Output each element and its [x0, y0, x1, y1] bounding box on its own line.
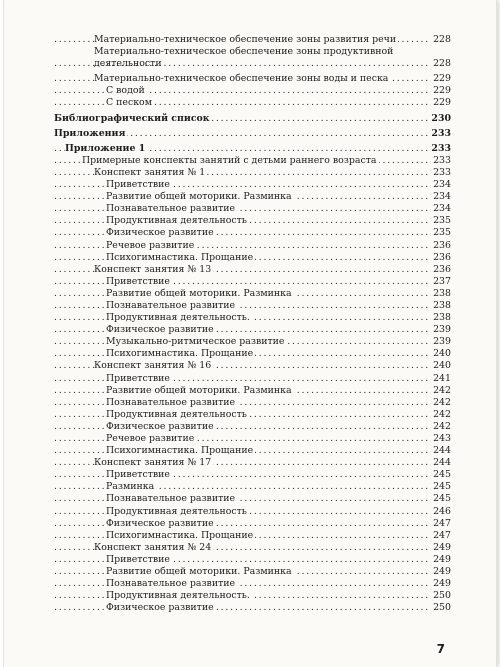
toc-entry-page: 240 [433, 360, 451, 372]
toc-entry [54, 143, 451, 155]
toc-entry-title: Приложения [54, 127, 126, 139]
toc-entry [54, 590, 451, 602]
toc-entry-page: 249 [433, 566, 451, 578]
toc-entry [54, 227, 451, 239]
toc-entry-page: 244 [433, 457, 451, 469]
toc-entry-page: 249 [433, 553, 451, 565]
toc-entry [54, 578, 451, 590]
toc-entry-title: Материально-техническое обеспечение зоны развития речи [94, 34, 397, 45]
toc-entry [54, 155, 451, 167]
toc-entry-title: Познавательное развитие [106, 396, 236, 408]
toc-entry-title: Продуктивная деятельность. [106, 312, 250, 324]
toc-entry-page: 238 [433, 299, 451, 311]
toc-entry [54, 385, 451, 397]
toc-entry-page: 249 [433, 578, 451, 590]
toc-entry-page: 237 [433, 275, 451, 287]
toc-entry-title: Продуктивная деятельность. [106, 590, 250, 602]
table-of-contents [54, 34, 451, 614]
toc-entry-page: 245 [433, 481, 451, 493]
toc-entry-page: 229 [433, 73, 451, 85]
toc-entry-page: 229 [433, 85, 451, 97]
toc-entry [54, 191, 451, 203]
book-page [4, 0, 496, 667]
toc-entry-title: Конспект занятия № 13 [94, 263, 212, 275]
toc-entry-page: 233 [431, 127, 451, 139]
toc-entry [54, 113, 451, 125]
toc-entry-title: Приложение 1 [65, 142, 146, 154]
toc-entry-page: 233 [431, 142, 451, 154]
toc-entry-title: Познавательное развитие [106, 493, 236, 505]
toc-entry-page: 233 [433, 154, 451, 166]
toc-entry-page: 242 [433, 420, 451, 432]
toc-entry [54, 203, 451, 215]
toc-entry [54, 312, 451, 324]
toc-entry-page: 247 [433, 517, 451, 529]
toc-entry [54, 506, 451, 518]
toc-entry-title: Приветствие [106, 179, 170, 191]
page-number: 7 [436, 642, 445, 656]
toc-entry [54, 493, 451, 505]
toc-entry-page: 240 [433, 348, 451, 360]
toc-entry-title: Речевое развитие [106, 433, 195, 444]
toc-entry [54, 34, 451, 46]
toc-entry-title: Познавательное развитие [106, 299, 236, 311]
toc-entry-title: Продуктивная деятельность [106, 215, 247, 227]
toc-entry [54, 373, 451, 385]
toc-entry-page: 229 [433, 97, 451, 109]
toc-entry [54, 554, 451, 566]
toc-entry-page: 228 [433, 58, 451, 70]
toc-entry-title: Материально-техническое обеспечение зоны продуктивной деятельности [94, 46, 394, 70]
toc-entry [54, 276, 451, 288]
toc-entry-title: Психогимнастика. Прощание [106, 348, 254, 360]
toc-entry-title: Физическое развитие [106, 420, 214, 432]
toc-entry-title: Библиографический список [54, 112, 210, 124]
toc-entry-page: 238 [433, 287, 451, 299]
toc-entry-page: 235 [433, 215, 451, 227]
toc-entry [54, 179, 451, 191]
toc-entry-title: С водой [106, 85, 145, 97]
toc-entry-page: 233 [433, 166, 451, 178]
toc-entry-page: 250 [433, 602, 451, 614]
toc-entry-title: Материально-техническое обеспечение зоны воды и песка [94, 73, 389, 85]
toc-entry [54, 457, 451, 469]
toc-entry [54, 409, 451, 421]
toc-entry-title: Психогимнастика. Прощание [106, 445, 254, 457]
toc-entry [54, 73, 451, 85]
toc-entry-page: 239 [433, 336, 451, 348]
toc-entry [54, 85, 451, 97]
toc-entry-page: 242 [433, 384, 451, 396]
toc-entry [54, 566, 451, 578]
toc-entry [54, 348, 451, 360]
toc-entry-title: Конспект занятия № 16 [94, 360, 212, 372]
toc-entry [54, 288, 451, 300]
toc-entry [54, 240, 451, 252]
toc-entry-page: 239 [433, 324, 451, 336]
toc-entry-page: 245 [433, 493, 451, 505]
toc-entry-page: 236 [433, 263, 451, 275]
toc-entry [54, 445, 451, 457]
toc-entry-title: Физическое развитие [106, 227, 214, 239]
toc-entry-title: Психогимнастика. Прощание [106, 251, 254, 263]
toc-entry-title: Примерные конспекты занятий с детьми раннего возраста [82, 154, 377, 166]
toc-entry [54, 300, 451, 312]
toc-entry-title: Приветствие [106, 553, 170, 565]
toc-entry [54, 324, 451, 336]
toc-entry-title: Продуктивная деятельность [106, 505, 247, 517]
toc-entry-title: Развитие общей моторики. Разминка [106, 191, 292, 203]
toc-entry-page: 246 [433, 505, 451, 517]
toc-entry-title: Приветствие [106, 275, 170, 287]
toc-entry-title: Приветствие [106, 372, 170, 384]
toc-entry [54, 167, 451, 179]
toc-entry-page: 250 [433, 590, 451, 602]
toc-entry-page: 236 [433, 239, 451, 251]
toc-entry [54, 252, 451, 264]
toc-entry-page: 234 [433, 191, 451, 203]
toc-entry-page: 241 [433, 372, 451, 384]
toc-entry-title: Развитие общей моторики. Разминка [106, 566, 292, 578]
toc-entry-title: Физическое развитие [106, 324, 214, 336]
toc-entry-page: 238 [433, 312, 451, 324]
toc-entry-page: 244 [433, 445, 451, 457]
toc-entry-page: 235 [433, 227, 451, 239]
toc-entry-title: Физическое развитие [106, 602, 214, 614]
toc-entry-page: 228 [433, 34, 451, 45]
toc-entry-title: Приветствие [106, 469, 170, 481]
toc-entry-page: 247 [433, 529, 451, 541]
toc-entry-page: 230 [431, 112, 451, 124]
toc-entry [54, 360, 451, 372]
toc-entry-title: Конспект занятия № 24 [94, 541, 212, 553]
toc-entry [54, 518, 451, 530]
toc-entry [54, 433, 451, 445]
toc-entry-page: 234 [433, 179, 451, 191]
toc-entry [54, 46, 451, 70]
toc-entry-title: Познавательное развитие [106, 203, 236, 215]
toc-entry [54, 336, 451, 348]
toc-entry [54, 469, 451, 481]
toc-entry-title: С песком [106, 97, 152, 109]
toc-entry-page: 234 [433, 203, 451, 215]
toc-entry [54, 264, 451, 276]
toc-entry-title: Конспект занятия № 17 [94, 457, 212, 469]
toc-entry-title: Развитие общей моторики. Разминка [106, 384, 292, 396]
toc-entry-title: Речевое развитие [106, 239, 195, 251]
toc-entry [54, 542, 451, 554]
toc-entry [54, 397, 451, 409]
toc-entry [54, 481, 451, 493]
toc-entry-page: 243 [433, 433, 451, 444]
toc-entry-title: Психогимнастика. Прощание [106, 529, 254, 541]
toc-entry [54, 97, 451, 109]
toc-entry [54, 215, 451, 227]
toc-entry-page: 236 [433, 251, 451, 263]
toc-entry-title: Музыкально-ритмическое развитие [106, 336, 285, 348]
toc-entry [54, 530, 451, 542]
toc-entry-title: Развитие общей моторики. Разминка [106, 287, 292, 299]
toc-entry-title: Познавательное развитие [106, 578, 236, 590]
toc-entry-page: 242 [433, 396, 451, 408]
toc-entry [54, 602, 451, 614]
toc-entry [54, 128, 451, 140]
toc-entry [54, 421, 451, 433]
toc-entry-title: Разминка [106, 481, 155, 493]
toc-entry-title: Продуктивная деятельность [106, 408, 247, 420]
toc-entry-page: 249 [433, 541, 451, 553]
toc-entry-title: Конспект занятия № 1 [94, 166, 206, 178]
toc-entry-page: 242 [433, 408, 451, 420]
toc-entry-title: Физическое развитие [106, 517, 214, 529]
toc-entry-page: 245 [433, 469, 451, 481]
